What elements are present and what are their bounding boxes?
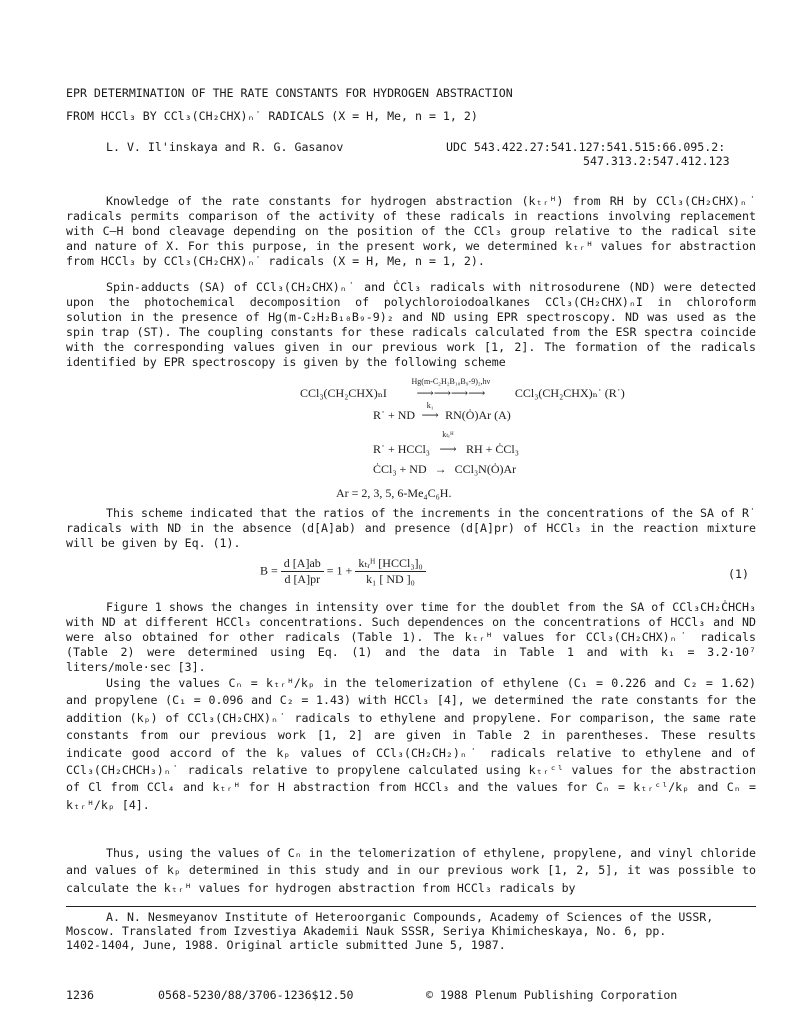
paragraph-telomerization xyxy=(66,675,756,814)
equation-fraction-2-denominator: k₁ [ ND ]₀ xyxy=(366,572,415,586)
scheme-r2-right: RN(Ȯ)Ar (A) xyxy=(445,408,511,422)
paragraph-conclusion xyxy=(66,845,756,897)
page-number: 1236 xyxy=(66,988,94,1002)
udc-line-2: 547.313.2:547.412.123 xyxy=(583,154,730,168)
authors: L. V. Il'inskaya and R. G. Gasanov xyxy=(106,140,344,154)
scheme-reaction-4 xyxy=(373,462,516,477)
scheme-reaction-3 xyxy=(373,430,519,457)
scheme-r1-condition: Hg(m-C₂H₂B₁₀B₉-9)₂,hν xyxy=(411,377,491,386)
equation-fraction-1 xyxy=(281,556,324,587)
scheme-r1-right: CCl₃(CH₂CHX)ₙ˙ (R˙) xyxy=(514,386,625,400)
equation-1 xyxy=(260,556,426,587)
equation-fraction-1-denominator: d [A]pr xyxy=(284,572,321,586)
scheme-r3-left: R˙ + HCCl₃ xyxy=(373,442,430,456)
scheme-r4-right: CCl₃N(Ȯ)Ar xyxy=(454,462,517,476)
copyright: © 1988 Plenum Publishing Corporation xyxy=(426,988,678,1002)
paragraph-text: Knowledge of the rate constants for hydrogen abstraction (kₜᵣᴴ) from RH by CCl₃(CH₂CHX)ₙ˙ radicals permits comparison of the activity of these radicals in reactions involving replacement with C–H bond cleavage depending on the position of the CCl₃ group relative to the radical site and nature of X. For this purpose, in the present work, we determined kₜᵣᴴ values for abstraction from HCCl₃ by CCl₃(CH₂CHX)ₙ˙ radicals (X = H, Me, n = 1, 2). xyxy=(66,194,756,268)
paragraph-text: Thus, using the values of Cₙ in the telomerization of ethylene, propylene, and vinyl chloride and values of kₚ determined in this study and in our previous work [1, 2, 5], it was possible to calculate the kₜᵣᴴ values for hydrogen abstraction from HCCl₃ radicals by xyxy=(66,846,756,895)
paragraph-spin-adducts xyxy=(66,280,756,370)
equation-middle: = 1 + xyxy=(326,563,353,578)
equation-number: (1) xyxy=(728,567,749,581)
title-line-2: FROM HCCl₃ BY CCl₃(CH₂CHX)ₙ˙ RADICALS (X = H, Me, n = 1, 2) xyxy=(66,109,478,123)
scheme-r1-arrow: Hg(m-C₂H₂B₁₀B₉-9)₂,hν ⟶⟶⟶⟶ xyxy=(392,386,510,401)
scheme-reaction-2 xyxy=(373,401,511,423)
scheme-r2-arrow: k₁ ⟶ xyxy=(418,408,442,423)
paragraph-text: Spin-adducts (SA) of CCl₃(CH₂CHX)ₙ˙ and ĊCl₃ radicals with nitrosodurene (ND) were detected upon the photochemical decomposition of polychloroiodoalkanes CCl₃(CH₂CHX)ₙI in chloroform solution in the presence of Hg(m-C₂H₂B₁₀B₉-9)₂ and ND using EPR spectroscopy. ND was used as the spin trap (ST). The coupling constants for these radicals calculated from the ESR spectra coincide with the corresponding values given in our previous work [1, 2]. The formation of the radicals identified by EPR spectroscopy is given by the following scheme xyxy=(66,280,756,369)
scheme-r2-k: k₁ xyxy=(426,401,434,410)
paragraph-text: Using the values Cₙ = kₜᵣᴴ/kₚ in the telomerization of ethylene (C₁ = 0.226 and C₂ = 1.62) and propylene (C₁ = 0.096 and C₂ = 1.43) with HCCl₃ [4], we determined the rate constants for the addition (kₚ) of CCl₃(CH₂CHX)ₙ˙ radicals to ethylene and propylene. For comparison, the same rate constants from our previous work [1, 2] are given in Table 2 in parentheses. These results indicate good accord of the kₚ values of CCl₃(CH₂CH₂)ₙ˙ radicals relative to ethylene and of CCl₃(CH₂CHCH₃)ₙ˙ radicals relative to propylene calculated using kₜᵣᶜˡ values for the abstraction of Cl from CCl₄ and kₜᵣᴴ for H abstraction from HCCl₃ and the values for Cₙ = kₜᵣᶜˡ/kₚ and Cₙ = kₜᵣᴴ/kₚ [4]. xyxy=(66,676,756,812)
udc-line-1: UDC 543.422.27:541.127:541.515:66.095.2: xyxy=(446,140,726,154)
footnote-line-2: Moscow. Translated from Izvestiya Akademii Nauk SSSR, Seriya Khimicheskaya, No. 6, pp. xyxy=(66,924,667,938)
equation-fraction-2-numerator: kₜᵣᴴ [HCCl₃]₀ xyxy=(355,556,425,572)
scheme-r1-left: CCl₃(CH₂CHX)ₙI xyxy=(300,386,387,400)
scheme-r4-arrow: → xyxy=(434,462,447,476)
equation-fraction-1-numerator: d [A]ab xyxy=(281,556,324,572)
scheme-r2-left: R˙ + ND xyxy=(373,408,416,422)
scheme-r3-right: RH + ĊCl₃ xyxy=(465,442,519,456)
paragraph-intro xyxy=(66,194,756,269)
scheme-r3-arrow: kₜᵣᴴ ⟶ xyxy=(433,442,463,457)
article-code: 0568-5230/88/3706-1236$12.50 xyxy=(158,988,354,1002)
scheme-r3-k: kₜᵣᴴ xyxy=(442,430,454,439)
equation-lhs: B = xyxy=(260,563,278,578)
title-line-1: EPR DETERMINATION OF THE RATE CONSTANTS FOR HYDROGEN ABSTRACTION xyxy=(66,86,513,100)
scheme-reaction-1 xyxy=(300,377,625,401)
paragraph-text: Figure 1 shows the changes in intensity over time for the doublet from the SA of CCl₃CH₂ĊHCH₃ with ND at different HCCl₃ concentrations. Such dependences on the concentrations of HCCl₃ and ND were also obtained for other radicals (Table 1). The kₜᵣᴴ values for CCl₃(CH₂CHX)ₙ˙ radicals (Table 2) were determined using Eq. (1) and the data in Table 1 and with k₁ = 3.2·10⁷ liters/mole·sec [3]. xyxy=(66,600,756,674)
footnote-line-1: A. N. Nesmeyanov Institute of Heteroorganic Compounds, Academy of Sciences of the USSR, xyxy=(106,910,714,924)
scheme-ar-definition: Ar = 2, 3, 5, 6-Me₄C₆H. xyxy=(336,486,452,500)
scheme-r4-left: ĊCl₃ + ND xyxy=(373,462,427,476)
equation-fraction-2 xyxy=(355,556,425,587)
paragraph-ratio xyxy=(66,506,756,551)
footnote-rule xyxy=(66,906,756,907)
paragraph-figure-1 xyxy=(66,600,756,675)
footnote-line-3: 1402-1404, June, 1988. Original article submitted June 5, 1987. xyxy=(66,938,506,952)
paragraph-text: This scheme indicated that the ratios of the increments in the concentrations of the SA of R˙ radicals with ND in the absence (d[A]ab) and presence (d[A]pr) of HCCl₃ in the reaction mixture will be given by Eq. (1). xyxy=(66,506,756,550)
